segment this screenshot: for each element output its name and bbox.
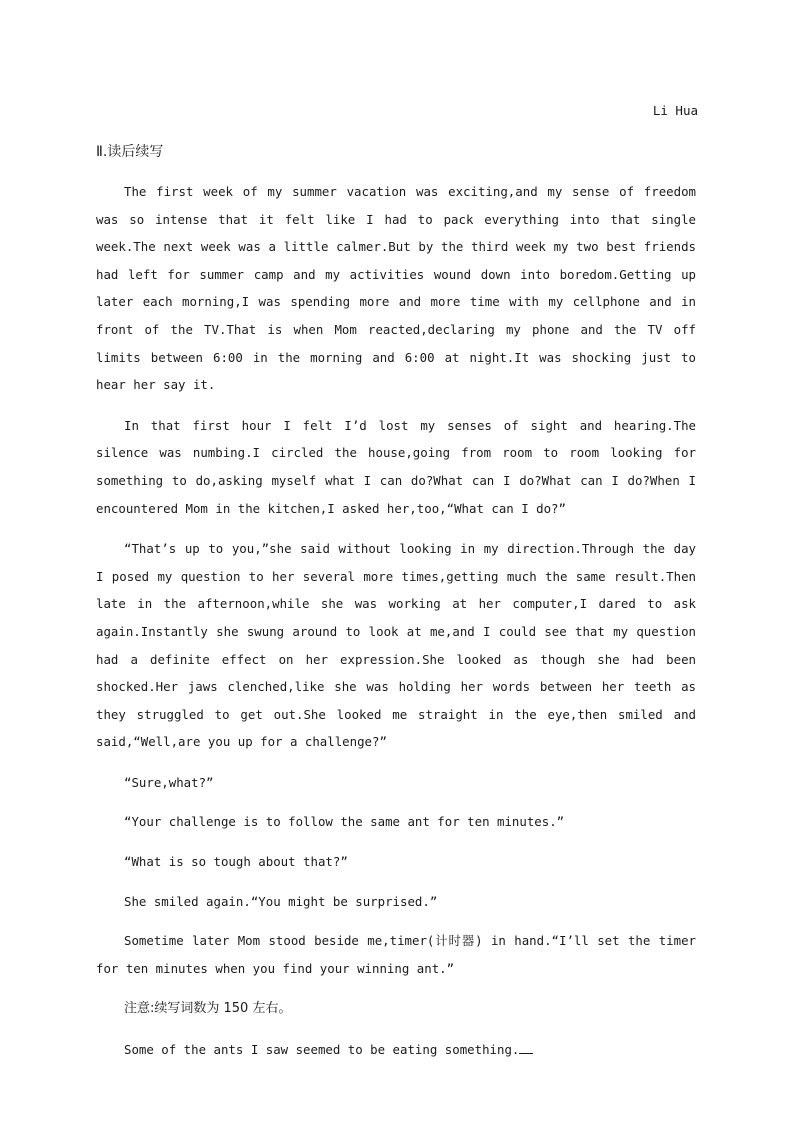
paragraph-8: Sometime later Mom stood beside me,timer(计时器) in hand.“I’ll set the timer for ten minutes when you find your winning ant.”	[96, 933, 696, 976]
continuation-prompt	[96, 1036, 696, 1064]
paragraph-2: In that first hour I felt I’d lost my senses of sight and hearing.The silence was numbing.I circled the house,going from room to room looking for something to do,asking myself what I can do?What can I do?What can I do?When I encountered Mom in the kitchen,I asked her,too,“What can I do?”	[96, 417, 696, 516]
paragraph-4: “Sure,what?”	[124, 774, 214, 790]
answer-blank	[519, 1041, 533, 1054]
paragraph-6: “What is so tough about that?”	[124, 854, 348, 870]
section-heading: Ⅱ.读后续写	[96, 144, 164, 160]
paragraph-1: The first week of my summer vacation was exciting,and my sense of freedom was so intense that it felt like I had to pack everything into that single week.The next week was a little calmer.But by the third week my two best friends had left for summer camp and my activities wound down into boredom.Getting up later each morning,I was spending more and more time with my cellphone and in front of the TV.That is when Mom reacted,declaring my phone and the TV off limits between 6:00 in the morning and 6:00 at night.It was shocking just to hear her say it.	[96, 184, 696, 393]
passage-body	[96, 178, 696, 1077]
paragraph-3: “That’s up to you,”she said without looking in my direction.Through the day I posed my question to her several more times,getting much the same result.Then late in the afternoon,while she was working at her computer,I dared to ask again.Instantly she swung around to look at me,and I could see that my question had a definite effect on her expression.She looked as though she had been shocked.Her jaws clenched,like she was holding her words between her teeth as they struggled to get out.She looked me straight in the eye,then smiled and said,“Well,are you up for a challenge?”	[96, 541, 696, 750]
paragraph-5: “Your challenge is to follow the same ant for ten minutes.”	[124, 814, 565, 830]
paragraph-7: She smiled again.“You might be surprised.”	[124, 893, 438, 909]
word-count-note: 注意:续写词数为 150 左右。	[124, 1001, 292, 1017]
continuation-prompt-text: Some of the ants I saw seemed to be eating something.	[124, 1042, 520, 1058]
author-name: Li Hua	[652, 103, 698, 118]
